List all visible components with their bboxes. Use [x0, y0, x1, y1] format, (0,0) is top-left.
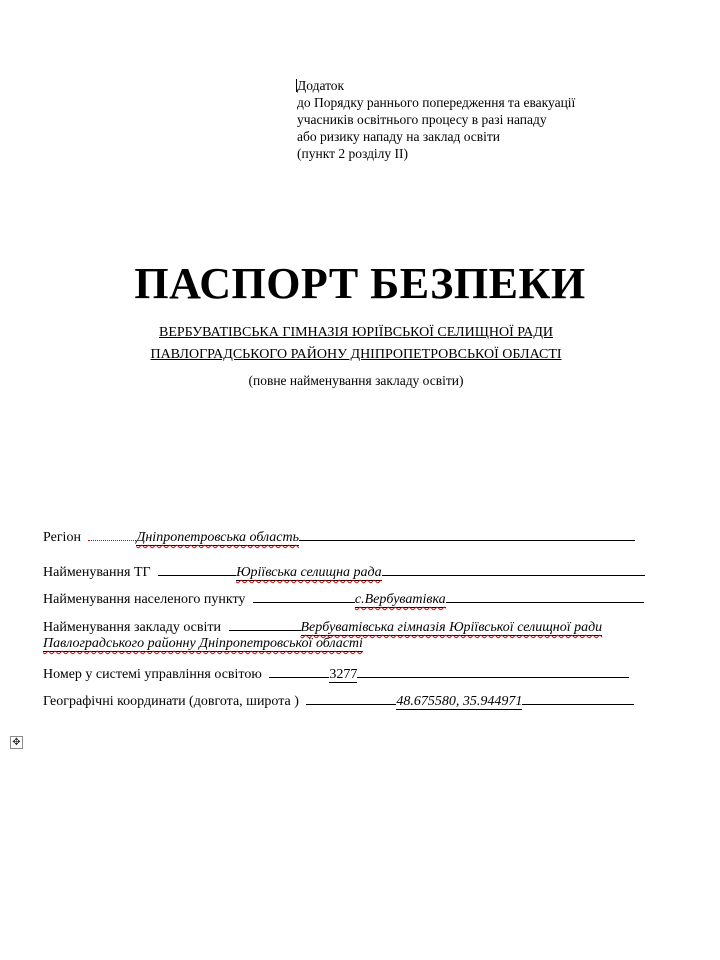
- field-value: Вербуватівська гімназія Юріївської селищної ради: [300, 620, 603, 635]
- appendix-line: (пункт 2 розділу ІІ): [297, 146, 409, 161]
- school-name: [0, 322, 712, 366]
- field-label: Найменування населеного пункту: [43, 592, 246, 607]
- field-coordinates: [43, 692, 634, 712]
- appendix-line: Додаток: [297, 78, 345, 93]
- appendix-line: до Порядку раннього попередження та евакуації: [297, 95, 576, 110]
- school-name-hint: (повне найменування закладу освіти): [248, 373, 464, 388]
- document-title: ПАСПОРТ БЕЗПЕКИ: [134, 259, 586, 308]
- field-value: 3277: [329, 667, 358, 682]
- field-system-number: [43, 665, 629, 685]
- field-value: Юріївська селищна рада: [236, 565, 382, 580]
- field-institution: [43, 618, 602, 638]
- appendix-line: учасників освітнього процесу в разі нападу: [297, 112, 547, 127]
- field-institution-cont: [43, 636, 363, 656]
- field-label: Найменування закладу освіти: [43, 620, 221, 635]
- appendix-line: або ризику нападу на заклад освіти: [297, 129, 501, 144]
- field-label: Регіон: [43, 530, 81, 545]
- field-value: с.Вербуватівка: [354, 592, 446, 607]
- field-label: Найменування ТГ: [43, 565, 151, 580]
- field-value: 48.675580, 35.944971: [396, 694, 523, 709]
- field-region: [43, 528, 635, 548]
- move-icon[interactable]: ✥: [10, 736, 23, 749]
- field-label: Географічні координати (довгота, широта ): [43, 694, 299, 709]
- school-name-line: ПАВЛОГРАДСЬКОГО РАЙОНУ ДНІПРОПЕТРОВСЬКОЇ ОБЛАСТІ: [150, 347, 562, 362]
- field-value: Павлоградського районну Дніпропетровської області: [43, 636, 363, 651]
- field-label: Номер у системі управління освітою: [43, 667, 262, 682]
- field-value: Дніпропетровська область: [136, 530, 299, 545]
- field-community: [43, 563, 645, 583]
- school-name-line: ВЕРБУВАТІВСЬКА ГІМНАЗІЯ ЮРІЇВСЬКОЇ СЕЛИЩНОЇ РАДИ: [159, 325, 553, 340]
- field-settlement: [43, 590, 644, 610]
- appendix-note: [297, 77, 575, 162]
